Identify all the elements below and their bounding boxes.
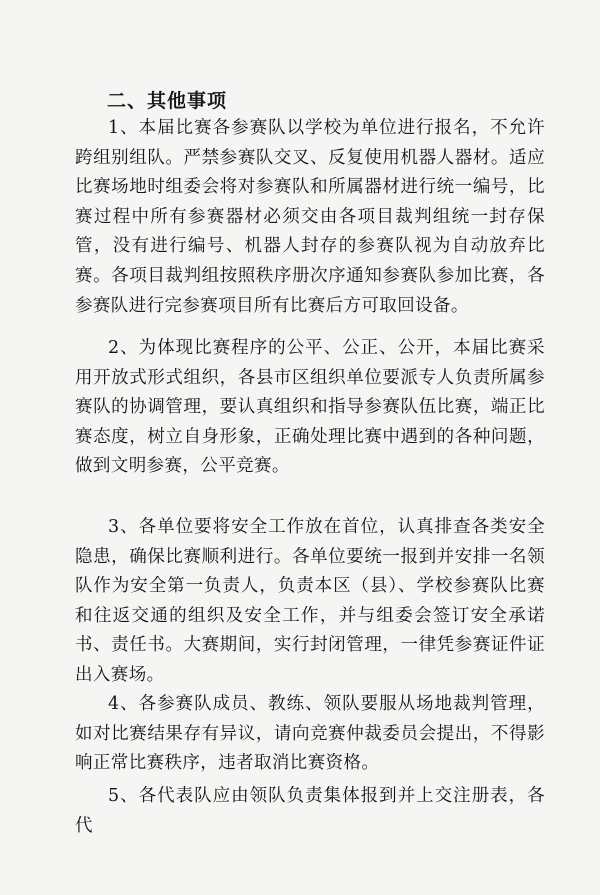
paragraph-5: 5、各代表队应由领队负责集体报到并上交注册表，各代 <box>75 786 545 836</box>
section-heading: 二、其他事项 <box>107 90 228 112</box>
paragraph-1: 1、本届比赛各参赛队以学校为单位进行报名，不允许跨组别组队。严禁参赛队交叉、反复使用机器人器材。适应比赛场地时组委会将对参赛队和所属器材进行统一编号，比赛过程中所有参赛器材必须交由各项目裁判组统一封存保管，没有进行编号、机器人封存的参赛队视为自动放弃比赛。各项目裁判组按照秩序册次序通知参赛队参加比赛，各参赛队进行完参赛项目所有比赛后方可取回设备。 <box>75 118 545 316</box>
paragraph-3: 3、各单位要将安全工作放在首位，认真排查各类安全隐患，确保比赛顺利进行。各单位要统一报到并安排一名领队作为安全第一负责人，负责本区（县）、学校参赛队比赛和往返交通的组织及安全工作，并与组委会签订安全承诺书、责任书。大赛期间，实行封闭管理，一律凭参赛证件证出入赛场。 <box>75 517 545 685</box>
paragraph-4: 4、各参赛队成员、教练、领队要服从场地裁判管理，如对比赛结果存有异议，请向竞赛仲裁委员会提出，不得影响正常比赛秩序，违者取消比赛资格。 <box>75 694 545 774</box>
paragraph-2: 2、为体现比赛程序的公平、公正、公开，本届比赛采用开放式形式组织，各县市区组织单位要派专人负责所属参赛队的协调管理，要认真组织和指导参赛队伍比赛，端正比赛态度，树立自身形象，正确处理比赛中遇到的各种问题，做到文明参赛，公平竞赛。 <box>75 338 545 477</box>
